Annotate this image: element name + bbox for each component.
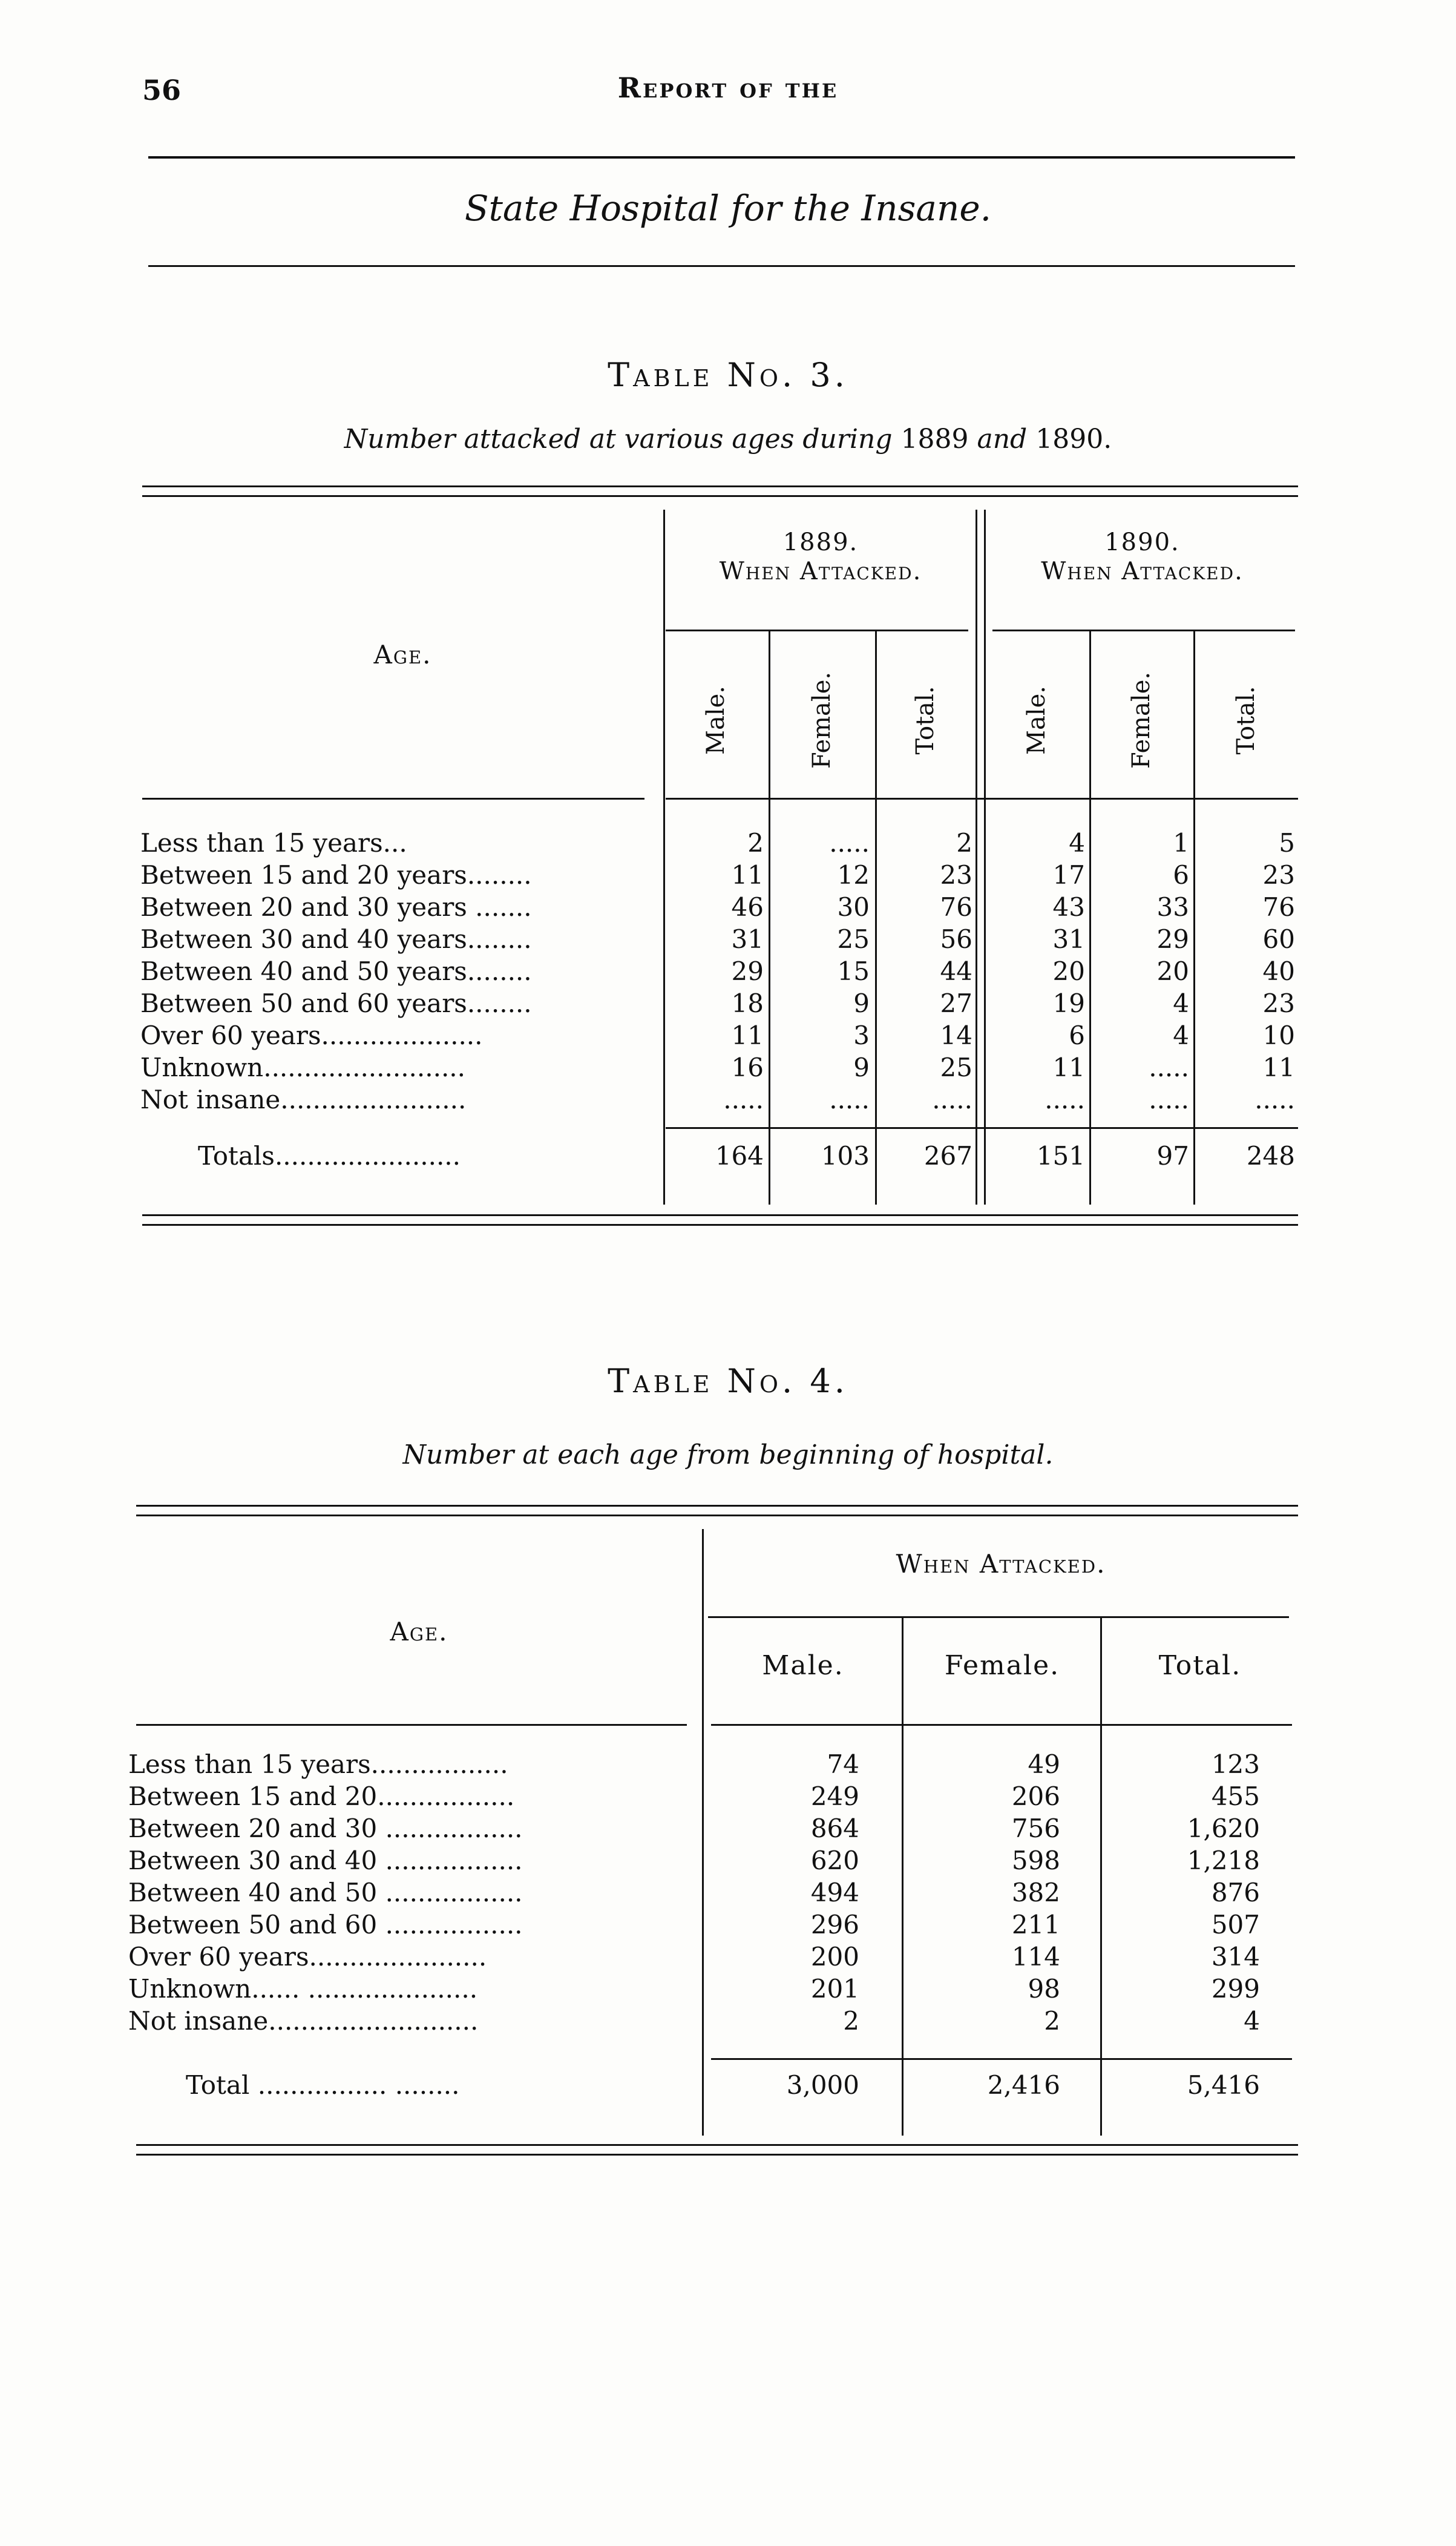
table3-cell: 11 <box>731 1021 764 1050</box>
table3-top-rule <box>142 495 1298 497</box>
table3-column-divider <box>976 510 977 1205</box>
table4-totals-cell: 3,000 <box>786 2070 859 2100</box>
table3-cell: 25 <box>837 924 870 954</box>
table3-group-1889: 1889. When Attacked. <box>719 528 922 585</box>
table4-group-rule <box>708 1616 1289 1618</box>
table4-totals-rule <box>711 2058 1292 2060</box>
table3-cell: 9 <box>853 988 870 1018</box>
table3-cell: 6 <box>1173 860 1189 890</box>
table4-row-label: Less than 15 years................. <box>128 1749 508 1779</box>
table3-cell: 46 <box>731 892 764 922</box>
table3-totals-cell: 248 <box>1246 1141 1295 1171</box>
subtitle-rule <box>148 265 1295 267</box>
table4-subheader-total: Total. <box>1158 1650 1242 1681</box>
table3-subheader-female-1889: Female. <box>808 671 836 769</box>
table3-totals-label: Totals....................... <box>198 1141 461 1171</box>
table3-cell: ..... <box>1149 1085 1189 1114</box>
table4-cell: 756 <box>1011 1814 1060 1843</box>
table3-cell: 3 <box>853 1021 870 1050</box>
table4-cell: 201 <box>810 1974 859 2004</box>
table3-column-divider <box>769 630 770 1205</box>
table3-totals-cell: 103 <box>821 1141 870 1171</box>
table3-cell: 31 <box>731 924 764 954</box>
table3-cell: 15 <box>837 956 870 986</box>
table3-cell: 12 <box>837 860 870 890</box>
table4-subheader-rule <box>711 1724 1292 1726</box>
table4-cell: 114 <box>1011 1942 1060 1972</box>
table3-cell: 44 <box>940 956 972 986</box>
table3-row-label: Less than 15 years... <box>140 828 407 858</box>
header-rule <box>148 156 1295 159</box>
table3-cell: 23 <box>1262 860 1295 890</box>
table4-age-header: Age. <box>390 1617 448 1646</box>
table4-top-rule <box>136 1505 1298 1507</box>
table3-cell: ..... <box>829 828 870 858</box>
page-number: 56 <box>142 74 182 107</box>
table4-subheader-male: Male. <box>762 1650 844 1681</box>
table4-cell: 249 <box>810 1781 859 1811</box>
table3-totals-cell: 267 <box>923 1141 972 1171</box>
table3-cell: 5 <box>1279 828 1295 858</box>
table4-cell: 74 <box>827 1749 859 1779</box>
table3-cell: 25 <box>940 1053 972 1082</box>
table3-cell: 30 <box>837 892 870 922</box>
table4-row-label: Unknown...... ..................... <box>128 1974 478 2004</box>
table3-cell: 11 <box>1262 1053 1295 1082</box>
table3-cell: ..... <box>829 1085 870 1114</box>
table3-header-rule <box>142 798 644 800</box>
table3-top-rule <box>142 485 1298 487</box>
table3-cell: 11 <box>1052 1053 1085 1082</box>
table3-totals-cell: 151 <box>1036 1141 1085 1171</box>
table4-row-label: Between 20 and 30 ................. <box>128 1814 523 1843</box>
table3-cell: ..... <box>723 1085 764 1114</box>
table4-totals-cell: 5,416 <box>1187 2070 1260 2100</box>
table4-totals-cell: 2,416 <box>987 2070 1060 2100</box>
table3-cell: 2 <box>747 828 764 858</box>
table4-bottom-rule <box>136 2144 1298 2146</box>
table3-title: Table No. 3. <box>608 356 848 394</box>
table4-row-label: Between 40 and 50 ................. <box>128 1878 523 1907</box>
table4-cell: 1,218 <box>1187 1846 1260 1875</box>
table3-cell: 20 <box>1052 956 1085 986</box>
table4-top-rule <box>136 1515 1298 1516</box>
table3-column-divider <box>984 510 986 1205</box>
table3-cell: 60 <box>1262 924 1295 954</box>
table3-cell: 29 <box>731 956 764 986</box>
table4-cell: 1,620 <box>1187 1814 1260 1843</box>
table4-totals-label: Total ................ ........ <box>186 2070 460 2100</box>
table3-cell: 29 <box>1156 924 1189 954</box>
table3-totals-rule <box>666 1127 1298 1129</box>
table4-cell: 2 <box>843 2006 859 2036</box>
table4-cell: 314 <box>1211 1942 1260 1972</box>
table4-subheader-female: Female. <box>944 1650 1060 1681</box>
table3-row-label: Between 30 and 40 years........ <box>140 924 532 954</box>
table4-row-label: Between 15 and 20................. <box>128 1781 515 1811</box>
table3-cell: 18 <box>731 988 764 1018</box>
table4-column-divider <box>702 1529 704 2136</box>
table3-cell: 40 <box>1262 956 1295 986</box>
subtitle: State Hospital for the Insane. <box>464 188 992 229</box>
table3-cell: 4 <box>1173 988 1189 1018</box>
table4-cell: 598 <box>1011 1846 1060 1875</box>
table3-subheader-total-1889: Total. <box>911 686 939 755</box>
table4-cell: 507 <box>1211 1910 1260 1939</box>
table4-cell: 876 <box>1211 1878 1260 1907</box>
table3-cell: ..... <box>1149 1053 1189 1082</box>
table3-cell: 9 <box>853 1053 870 1082</box>
table3-column-divider <box>875 630 877 1205</box>
table3-subheader-male-1890: Male. <box>1023 686 1051 755</box>
table3-cell: ..... <box>932 1085 972 1114</box>
table3-cell: 33 <box>1156 892 1189 922</box>
table3-row-label: Over 60 years.................... <box>140 1021 483 1050</box>
table4-header-rule <box>136 1724 687 1726</box>
table3-row-label: Between 15 and 20 years........ <box>140 860 532 890</box>
table3-cell: 10 <box>1262 1021 1295 1050</box>
table3-column-divider <box>1193 630 1195 1205</box>
table4-bottom-rule <box>136 2154 1298 2156</box>
table3-cell: 1 <box>1173 828 1189 858</box>
table3-cell: 76 <box>1262 892 1295 922</box>
table4-caption: Number at each age from beginning of hospital. <box>402 1439 1054 1470</box>
table4-cell: 200 <box>810 1942 859 1972</box>
table3-subheader-rule <box>666 798 1298 800</box>
table3-cell: 27 <box>940 988 972 1018</box>
table4-cell: 2 <box>1044 2006 1060 2036</box>
table3-cell: 17 <box>1052 860 1085 890</box>
table3-cell: 16 <box>731 1053 764 1082</box>
table3-cell: 4 <box>1173 1021 1189 1050</box>
table3-column-divider <box>1089 630 1091 1205</box>
table4-cell: 455 <box>1211 1781 1260 1811</box>
table3-subheader-total-1890: Total. <box>1232 686 1260 755</box>
table4-cell: 864 <box>810 1814 859 1843</box>
table4-cell: 4 <box>1244 2006 1260 2036</box>
table4-cell: 494 <box>810 1878 859 1907</box>
table3-cell: 6 <box>1069 1021 1085 1050</box>
table3-age-header: Age. <box>373 640 432 669</box>
table3-cell: 11 <box>731 860 764 890</box>
table3-cell: 76 <box>940 892 972 922</box>
table4-cell: 299 <box>1211 1974 1260 2004</box>
table3-caption: Number attacked at various ages during 1889 and 1890. <box>344 424 1112 455</box>
table3-cell: 56 <box>940 924 972 954</box>
table3-cell: 19 <box>1052 988 1085 1018</box>
table3-cell: 43 <box>1052 892 1085 922</box>
table3-column-divider <box>663 510 665 1205</box>
table3-cell: ..... <box>1254 1085 1295 1114</box>
table3-cell: 14 <box>940 1021 972 1050</box>
table4-row-label: Between 30 and 40 ................. <box>128 1846 523 1875</box>
table3-row-label: Between 40 and 50 years........ <box>140 956 532 986</box>
table4-title: Table No. 4. <box>608 1362 848 1400</box>
table3-group-1890: 1890. When Attacked. <box>1041 528 1244 585</box>
table3-subheader-male-1889: Male. <box>702 686 730 755</box>
table3-cell: 23 <box>940 860 972 890</box>
running-head: Report of the <box>617 71 839 104</box>
table3-row-label: Between 20 and 30 years ....... <box>140 892 532 922</box>
table3-row-label: Not insane....................... <box>140 1085 467 1114</box>
table3-cell: 4 <box>1069 828 1085 858</box>
table3-cell: 23 <box>1262 988 1295 1018</box>
table4-row-label: Not insane.......................... <box>128 2006 479 2036</box>
table3-totals-cell: 97 <box>1156 1141 1189 1171</box>
table4-cell: 49 <box>1028 1749 1060 1779</box>
table4-cell: 620 <box>810 1846 859 1875</box>
table4-cell: 123 <box>1211 1749 1260 1779</box>
table4-group-header: When Attacked. <box>896 1549 1106 1579</box>
table3-cell: 20 <box>1156 956 1189 986</box>
table3-cell: ..... <box>1044 1085 1085 1114</box>
table3-bottom-rule <box>142 1224 1298 1226</box>
table3-subheader-female-1890: Female. <box>1127 671 1155 769</box>
table4-cell: 382 <box>1011 1878 1060 1907</box>
table4-cell: 296 <box>810 1910 859 1939</box>
table4-cell: 98 <box>1028 1974 1060 2004</box>
table4-cell: 206 <box>1011 1781 1060 1811</box>
table4-cell: 211 <box>1011 1910 1060 1939</box>
table3-bottom-rule <box>142 1214 1298 1216</box>
table3-cell: 2 <box>956 828 972 858</box>
table3-totals-cell: 164 <box>715 1141 764 1171</box>
table3-cell: 31 <box>1052 924 1085 954</box>
table4-row-label: Between 50 and 60 ................. <box>128 1910 523 1939</box>
table3-row-label: Between 50 and 60 years........ <box>140 988 532 1018</box>
table4-row-label: Over 60 years...................... <box>128 1942 487 1972</box>
table3-row-label: Unknown......................... <box>140 1053 465 1082</box>
